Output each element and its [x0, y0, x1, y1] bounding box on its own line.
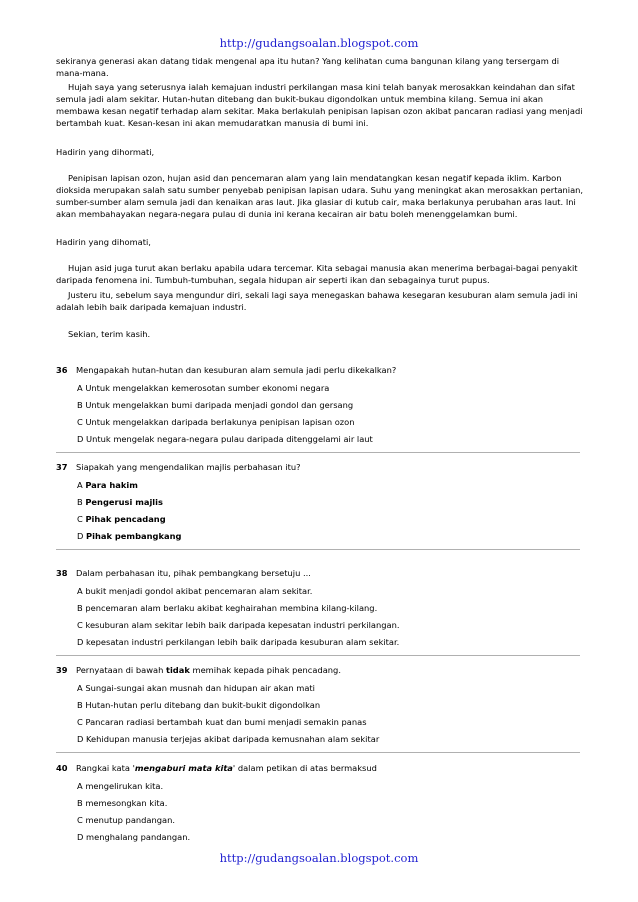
question-text: Mengapakah hutan-hutan dan kesuburan alam semula jadi perlu dikekalkan? — [76, 365, 397, 375]
passage-paragraph-1: sekiranya generasi akan datang tidak mengenal apa itu hutan? Yang kelihatan cuma bangunan kilang yang tersergam di mana-mana. — [56, 56, 560, 78]
option-36-c[interactable] — [77, 416, 587, 428]
option-letter: D — [77, 531, 84, 541]
option-text: mengelirukan kita. — [85, 781, 164, 791]
passage-salutation-1: Hadirin yang dihormati, — [56, 147, 155, 157]
option-36-d[interactable] — [77, 433, 587, 445]
option-39-d[interactable] — [77, 733, 587, 745]
option-40-b[interactable] — [77, 797, 587, 809]
question-divider — [56, 655, 580, 656]
option-text: kepesatan industri perkilangan lebih baik daripada kesuburan alam sekitar. — [86, 637, 400, 647]
option-letter: B — [77, 700, 83, 710]
question-number: 38 — [56, 568, 68, 578]
option-37-a[interactable] — [77, 479, 587, 491]
passage-salutation-2: Hadirin yang dihomati, — [56, 237, 151, 247]
question-divider — [56, 452, 580, 453]
question-40 — [56, 762, 586, 774]
option-37-d[interactable] — [77, 530, 587, 542]
question-divider — [56, 549, 580, 550]
question-text: Pernyataan di bawah tidak memihak kepada pihak pencadang. — [76, 665, 341, 675]
option-letter: C — [77, 417, 83, 427]
option-text: menutup pandangan. — [85, 815, 176, 825]
option-37-c[interactable] — [77, 513, 587, 525]
question-37 — [56, 461, 586, 473]
option-text: Para hakim — [85, 480, 138, 490]
option-38-d[interactable] — [77, 636, 587, 648]
option-40-d[interactable] — [77, 831, 587, 843]
option-40-a[interactable] — [77, 780, 587, 792]
question-number: 40 — [56, 763, 68, 773]
option-letter: C — [77, 514, 83, 524]
option-text: Pengerusi majlis — [85, 497, 163, 507]
option-text: Untuk mengelakkan bumi daripada menjadi gondol dan gersang — [85, 400, 354, 410]
question-text: Siapakah yang mengendalikan majlis perbahasan itu? — [76, 462, 301, 472]
option-text: Kehidupan manusia terjejas akibat daripada kemusnahan alam sekitar — [86, 734, 380, 744]
option-text: Pihak pembangkang — [86, 531, 182, 541]
passage-paragraph-5: Justeru itu, sebelum saya mengundur diri, sekali lagi saya menegaskan bahawa kesegaran kesuburan alam semula jadi ini adalah lebih baik daripada kemajuan industri. — [56, 290, 578, 312]
passage-closing: Sekian, terim kasih. — [68, 329, 151, 339]
question-text: Rangkai kata 'mengaburi mata kita' dalam petikan di atas bermaksud — [76, 763, 377, 773]
option-38-c[interactable] — [77, 619, 587, 631]
option-36-b[interactable] — [77, 399, 587, 411]
passage-paragraph-3: Penipisan lapisan ozon, hujan asid dan pencemaran alam yang lain mendatangkan kesan negatif kepada iklim. Karbon dioksida merupakan salah satu sumber penyebab penipisan lapisan udara. Suhu yang meningkat akan merosakkan pertanian, sumber-sumber alam semula jadi dan kenaikan aras laut. Jika glasiar di kutub cair, maka berlakunya perubahan aras laut. Ini akan membahayakan negara-negara pulau di dunia ini kerana kecairan air batu boleh menenggelamkan bumi. — [56, 173, 584, 219]
option-letter: C — [77, 815, 83, 825]
option-text: Pihak pencadang — [85, 514, 166, 524]
option-38-a[interactable] — [77, 585, 587, 597]
option-letter: A — [77, 683, 83, 693]
option-text: Hutan-hutan perlu ditebang dan bukit-bukit digondolkan — [85, 700, 321, 710]
option-letter: A — [77, 781, 83, 791]
question-38 — [56, 567, 586, 579]
question-text: Dalam perbahasan itu, pihak pembangkang bersetuju ... — [76, 568, 311, 578]
option-39-b[interactable] — [77, 699, 587, 711]
emphasis-phrase: mengaburi mata kita — [134, 763, 233, 773]
question-number: 36 — [56, 365, 68, 375]
option-letter: D — [77, 734, 84, 744]
question-number: 39 — [56, 665, 68, 675]
option-letter: A — [77, 586, 83, 596]
passage-paragraph-4: Hujan asid juga turut akan berlaku apabila udara tercemar. Kita sebagai manusia akan menerima berbagai-bagai penyakit daripada fenomena ini. Tumbuh-tumbuhan, segala hidupan air seperti ikan dan sebagainya turut pupus. — [56, 263, 578, 285]
option-text: Pancaran radiasi bertambah kuat dan bumi menjadi semakin panas — [85, 717, 367, 727]
option-text: pencemaran alam berlaku akibat keghairahan membina kilang-kilang. — [85, 603, 378, 613]
option-letter: C — [77, 620, 83, 630]
header-url[interactable]: http://gudangsoalan.blogspot.com — [219, 36, 419, 50]
option-letter: D — [77, 637, 84, 647]
option-letter: A — [77, 480, 83, 490]
option-letter: B — [77, 798, 83, 808]
option-text: Untuk mengelakkan daripada berlakunya penipisan lapisan ozon — [85, 417, 355, 427]
question-36 — [56, 364, 586, 376]
option-letter: B — [77, 603, 83, 613]
option-letter: B — [77, 400, 83, 410]
option-37-b[interactable] — [77, 496, 587, 508]
option-text: bukit menjadi gondol akibat pencemaran alam sekitar. — [85, 586, 313, 596]
option-36-a[interactable] — [77, 382, 587, 394]
question-divider — [56, 752, 580, 753]
emphasis-word: tidak — [165, 665, 190, 675]
option-39-c[interactable] — [77, 716, 587, 728]
option-letter: C — [77, 717, 83, 727]
option-text: memesongkan kita. — [85, 798, 168, 808]
option-text: Sungai-sungai akan musnah dan hidupan air akan mati — [85, 683, 315, 693]
option-letter: B — [77, 497, 83, 507]
option-38-b[interactable] — [77, 602, 587, 614]
option-text: kesuburan alam sekitar lebih baik daripada kepesatan industri perkilangan. — [85, 620, 400, 630]
option-letter: D — [77, 434, 84, 444]
option-39-a[interactable] — [77, 682, 587, 694]
question-39 — [56, 664, 586, 676]
footer-url[interactable]: http://gudangsoalan.blogspot.com — [219, 851, 419, 865]
passage-paragraph-2: Hujah saya yang seterusnya ialah kemajuan industri perkilangan masa kini telah banyak merosakkan keindahan dan sifat semula jadi alam sekitar. Hutan-hutan ditebang dan bukit-bukau digondolkan untuk membina kilang. Semua ini akan membawa kesan negatif terhadap alam sekitar. Maka berlakulah penipisan lapisan ozon akibat pancaran radiasi yang menjadi bertambah kuat. Kesan-kesan ini akan memudaratkan manusia di bumi ini. — [56, 82, 583, 128]
option-letter: A — [77, 383, 83, 393]
option-text: Untuk mengelak negara-negara pulau daripada ditenggelami air laut — [86, 434, 373, 444]
option-letter: D — [77, 832, 84, 842]
option-40-c[interactable] — [77, 814, 587, 826]
option-text: Untuk mengelakkan kemerosotan sumber ekonomi negara — [85, 383, 330, 393]
question-number: 37 — [56, 462, 68, 472]
option-text: menghalang pandangan. — [86, 832, 191, 842]
